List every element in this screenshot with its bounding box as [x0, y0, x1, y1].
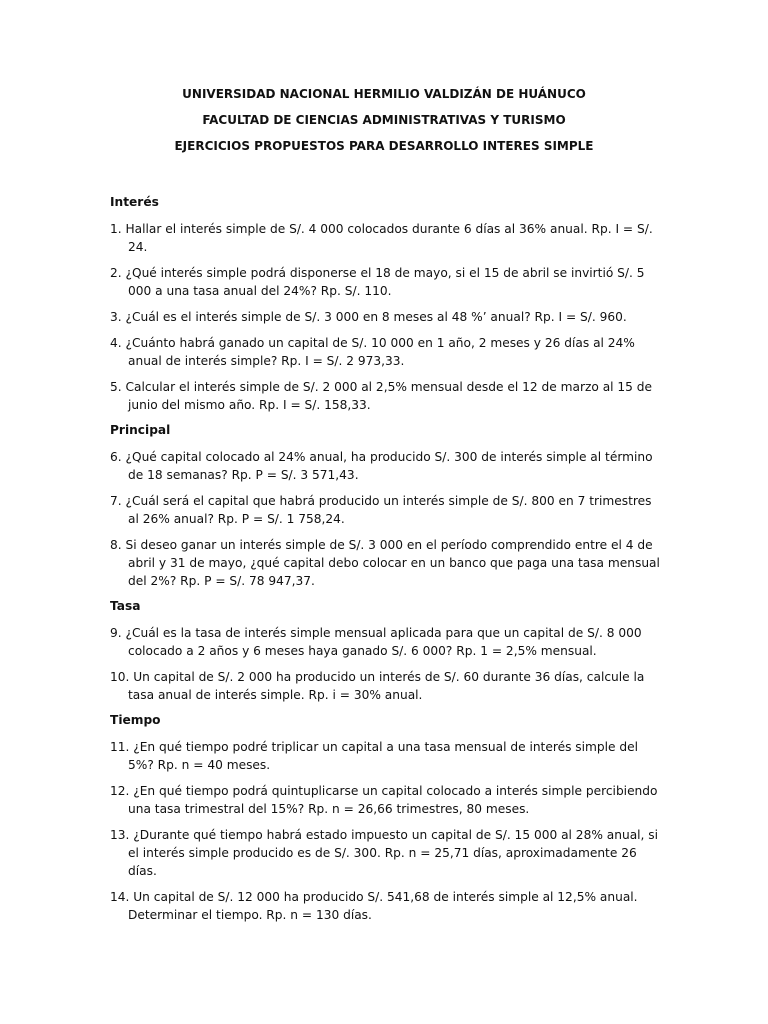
section-heading-tasa: Tasa — [110, 599, 141, 613]
exercise-5: 5. Calcular el interés simple de S/. 2 000 al 2,5% mensual desde el 12 de marzo al 15 de junio del mismo año. Rp. I = S/. 158,33. — [110, 380, 653, 412]
faculty-title: FACULTAD DE CIENCIAS ADMINISTRATIVAS Y TURISMO — [202, 113, 566, 127]
document-header — [0, 86, 768, 164]
exercise-7: 7. ¿Cuál será el capital que habrá producido un interés simple de S/. 800 en 7 trimestres al 26% anual? Rp. P = S/. 1 758,24. — [110, 494, 652, 526]
exercise-6: 6. ¿Qué capital colocado al 24% anual, ha producido S/. 300 de interés simple al término de 18 semanas? Rp. P = S/. 3 571,43. — [110, 450, 653, 482]
exercise-content — [110, 194, 662, 932]
exercise-10: 10. Un capital de S/. 2 000 ha producido un interés de S/. 60 durante 36 días, calcule la tasa anual de interés simple. Rp. i = 30% anual. — [110, 670, 645, 702]
exercise-12: 12. ¿En qué tiempo podrá quintuplicarse un capital colocado a interés simple percibiendo una tasa trimestral del 15%? Rp. n = 26,66 trimestres, 80 meses. — [110, 784, 658, 816]
exercise-14: 14. Un capital de S/. 12 000 ha producido S/. 541,68 de interés simple al 12,5% anual. Determinar el tiempo. Rp. n = 130 días. — [110, 890, 638, 922]
section-heading-tiempo: Tiempo — [110, 713, 161, 727]
exercise-9: 9. ¿Cuál es la tasa de interés simple mensual aplicada para que un capital de S/. 8 000 colocado a 2 años y 6 meses haya ganado S/. 6 000? Rp. 1 = 2,5% mensual. — [110, 626, 642, 658]
section-heading-principal: Principal — [110, 423, 171, 437]
university-title: UNIVERSIDAD NACIONAL HERMILIO VALDIZÁN DE HUÁNUCO — [182, 87, 586, 101]
section-heading-interes: Interés — [110, 195, 159, 209]
exercise-2: 2. ¿Qué interés simple podrá disponerse el 18 de mayo, si el 15 de abril se invirtió S/. 5 000 a una tasa anual del 24%? Rp. S/. 110. — [110, 266, 645, 298]
exercise-4: 4. ¿Cuánto habrá ganado un capital de S/. 10 000 en 1 año, 2 meses y 26 días al 24% anual de interés simple? Rp. I = S/. 2 973,33. — [110, 336, 635, 368]
exercise-11: 11. ¿En qué tiempo podré triplicar un capital a una tasa mensual de interés simple del 5%? Rp. n = 40 meses. — [110, 740, 639, 772]
document-subject: EJERCICIOS PROPUESTOS PARA DESARROLLO INTERES SIMPLE — [174, 139, 594, 153]
exercise-8: 8. Si deseo ganar un interés simple de S/. 3 000 en el período comprendido entre el 4 de abril y 31 de mayo, ¿qué capital debo colocar en un banco que paga una tasa mensual del 2%? Rp. P = S/. 78 947,37. — [110, 538, 660, 588]
exercise-1: 1. Hallar el interés simple de S/. 4 000 colocados durante 6 días al 36% anual. Rp. I = S/. 24. — [110, 222, 653, 254]
exercise-3: 3. ¿Cuál es el interés simple de S/. 3 000 en 8 meses al 48 %’ anual? Rp. I = S/. 960. — [110, 310, 627, 324]
exercise-13: 13. ¿Durante qué tiempo habrá estado impuesto un capital de S/. 15 000 al 28% anual, si el interés simple producido es de S/. 300. Rp. n = 25,71 días, aproximadamente 26 días. — [110, 828, 659, 878]
